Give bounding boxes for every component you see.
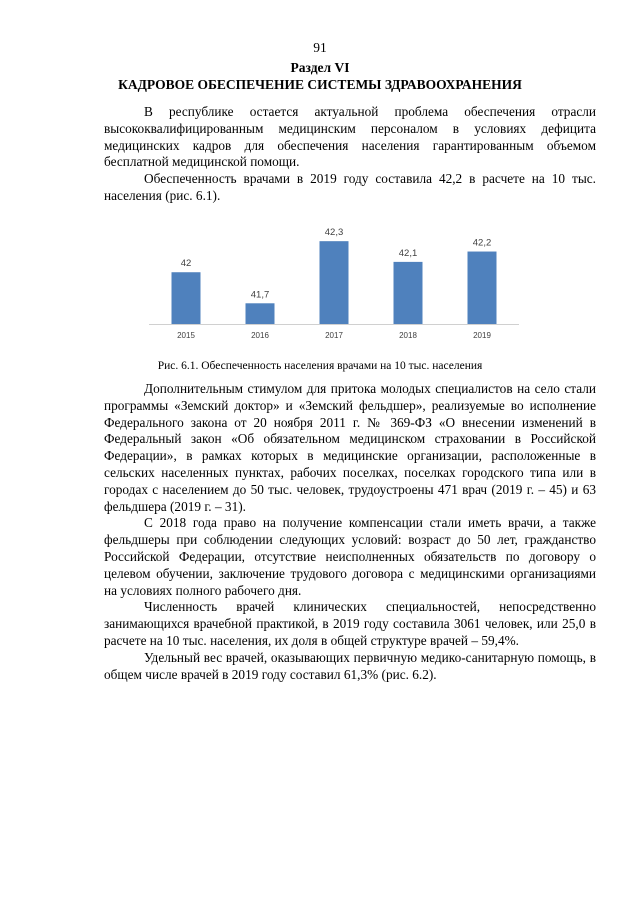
- data-label-2015: 42: [180, 258, 192, 270]
- x-tick-label-2019: 2019: [473, 331, 491, 340]
- bar-2017: [320, 241, 349, 324]
- bar-2019: [468, 252, 497, 324]
- x-tick-label-2016: 2016: [251, 331, 269, 340]
- bar-chart: [104, 222, 596, 348]
- paragraph: В республике остается актуальной проблема обеспечения отрасли высококвалифицированным медицинским персоналом в условиях дефицита медицинских кадров для обеспечения населения гарантированным объемом бесплатной медицинской помощи.: [104, 104, 596, 170]
- chart-svg: [104, 222, 596, 348]
- paragraph: С 2018 года право на получение компенсации стали иметь врачи, а также фельдшеры при соблюдении следующих условий: возраст до 50 лет, гражданство Российской Федерации, отсутствие неисполненных обязательств по договору о целевом обучении, заключение трудового договора с медицинскими организациями на условиях полного рабочего дня.: [104, 515, 596, 598]
- x-tick-label-2017: 2017: [325, 331, 343, 340]
- main-text: [104, 381, 596, 683]
- data-label-2019: 42,2: [472, 237, 492, 249]
- bar-2015: [172, 272, 201, 324]
- paragraph: Обеспеченность врачами в 2019 году составила 42,2 в расчете на 10 тыс. населения (рис. 6.1).: [104, 171, 596, 203]
- bar-2018: [394, 262, 423, 324]
- page-number: 91: [313, 40, 327, 55]
- figure-caption: Рис. 6.1. Обеспеченность населения врачами на 10 тыс. населения: [157, 360, 483, 372]
- paragraph: Численность врачей клинических специальностей, непосредственно занимающихся врачебной практикой, в 2019 году составила 3061 человек, или 25,0 в расчете на 10 тыс. населения, их доля в общей структуре врачей – 59,4%.: [104, 599, 596, 648]
- bar-2016: [246, 303, 275, 324]
- paragraph: Дополнительным стимулом для притока молодых специалистов на село стали программы «Земский доктор» и «Земский фельдшер», реализуемые во исполнение Федерального закона от 20 ноября 2011 г. № 369-ФЗ «О внесении изменений в Федеральный закон «Об обязательном медицинском страховании в Российской Федерации», в рамках которых в медицинские организации, расположенные в сельских населенных пунктах, рабочих поселках, поселках городского типа или в городах с населением до 50 тыс. человек, трудоустроены 471 врач (2019 г. – 45) и 63 фельдшера (2019 г. – 31).: [104, 381, 596, 514]
- data-label-2016: 41,7: [250, 289, 270, 301]
- section-label: Раздел VI: [290, 60, 350, 75]
- paragraph: Удельный вес врачей, оказывающих первичную медико-санитарную помощь, в общем числе врачей в 2019 году составил 61,3% (рис. 6.2).: [104, 649, 596, 682]
- data-label-2018: 42,1: [398, 247, 418, 259]
- data-label-2017: 42,3: [324, 227, 344, 239]
- x-tick-label-2018: 2018: [399, 331, 417, 340]
- intro-text: [104, 104, 596, 205]
- x-tick-label-2015: 2015: [177, 331, 195, 340]
- section-title: КАДРОВОЕ ОБЕСПЕЧЕНИЕ СИСТЕМЫ ЗДРАВООХРАНЕНИЯ: [118, 77, 522, 92]
